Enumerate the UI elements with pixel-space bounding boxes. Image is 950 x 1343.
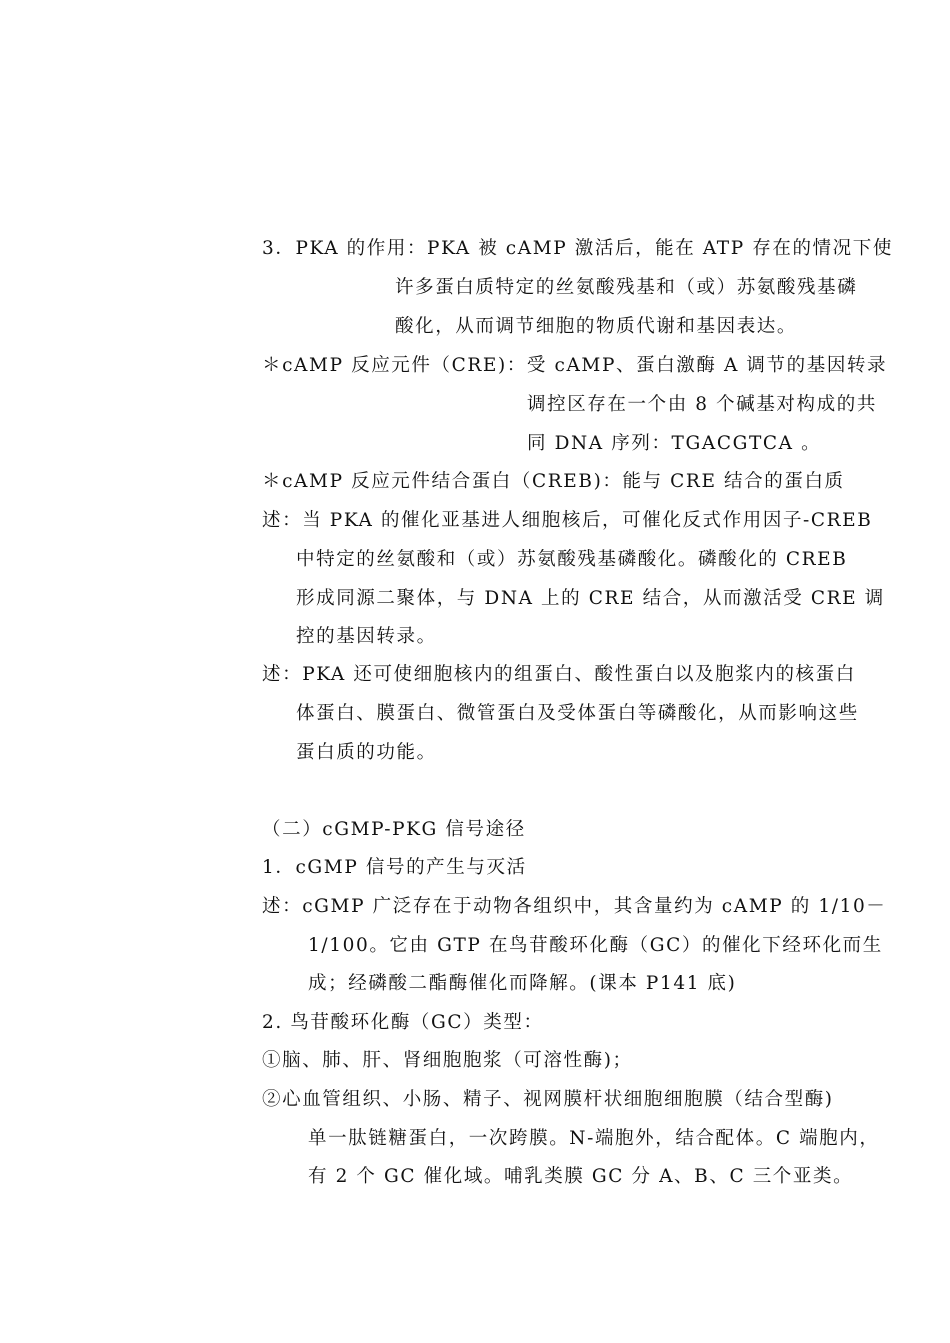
subheading-gc-types: 2. 鸟苷酸环化酶（GC）类型： xyxy=(262,1012,544,1033)
pka-note-line-1: 述：PKA 还可使细胞核内的组蛋白、酸性蛋白以及胞浆内的核蛋白 xyxy=(262,664,856,685)
pka-function-line-2: 许多蛋白质特定的丝氨酸残基和（或）苏氨酸残基磷 xyxy=(395,277,858,298)
cgmp-note-line-3: 成；经磷酸二酯酶催化而降解。(课本 P141 底) xyxy=(308,973,737,994)
cre-definition-line-2: 调控区存在一个由 8 个碱基对构成的共 xyxy=(527,394,877,415)
cgmp-note-line-1: 述：cGMP 广泛存在于动物各组织中，其含量约为 cAMP 的 1/10－ xyxy=(262,896,887,917)
pka-function-line-1: 3．PKA 的作用：PKA 被 cAMP 激活后，能在 ATP 存在的情况下使 xyxy=(262,238,893,259)
gc-type-membrane-line-3: 有 2 个 GC 催化域。哺乳类膜 GC 分 A、B、C 三个亚类。 xyxy=(308,1166,854,1187)
gc-type-membrane-line-2: 单一肽链糖蛋白，一次跨膜。N-端胞外，结合配体。C 端胞内， xyxy=(308,1128,880,1149)
cre-definition-line-3: 同 DNA 序列：TGACGTCA 。 xyxy=(527,433,822,454)
pka-note-line-2: 体蛋白、膜蛋白、微管蛋白及受体蛋白等磷酸化，从而影响这些 xyxy=(296,703,859,724)
section-heading-cgmp-pkg: （二）cGMP-PKG 信号途径 xyxy=(262,819,526,840)
pka-note-line-3: 蛋白质的功能。 xyxy=(296,742,437,763)
pka-function-line-3: 酸化，从而调节细胞的物质代谢和基因表达。 xyxy=(395,316,798,337)
gc-type-soluble: ①脑、肺、肝、肾细胞胞浆（可溶性酶)； xyxy=(262,1050,633,1071)
subheading-cgmp-signal: 1．cGMP 信号的产生与灭活 xyxy=(262,857,527,878)
creb-definition-line: ＊cAMP 反应元件结合蛋白（CREB)：能与 CRE 结合的蛋白质 xyxy=(262,471,845,492)
creb-note-line-1: 述：当 PKA 的催化亚基进人细胞核后，可催化反式作用因子-CREB xyxy=(262,510,873,531)
cgmp-note-line-2: 1/100。它由 GTP 在鸟苷酸环化酶（GC）的催化下经环化而生 xyxy=(308,935,883,956)
gc-type-membrane-line-1: ②心血管组织、小肠、精子、视网膜杆状细胞细胞膜（结合型酶) xyxy=(262,1089,834,1110)
creb-note-line-4: 控的基因转录。 xyxy=(296,626,437,647)
creb-note-line-3: 形成同源二聚体，与 DNA 上的 CRE 结合，从而激活受 CRE 调 xyxy=(296,588,885,609)
cre-definition-line-1: ＊cAMP 反应元件（CRE)：受 cAMP、蛋白激酶 A 调节的基因转录 xyxy=(262,355,888,376)
creb-note-line-2: 中特定的丝氨酸和（或）苏氨酸残基磷酸化。磷酸化的 CREB xyxy=(296,549,848,570)
